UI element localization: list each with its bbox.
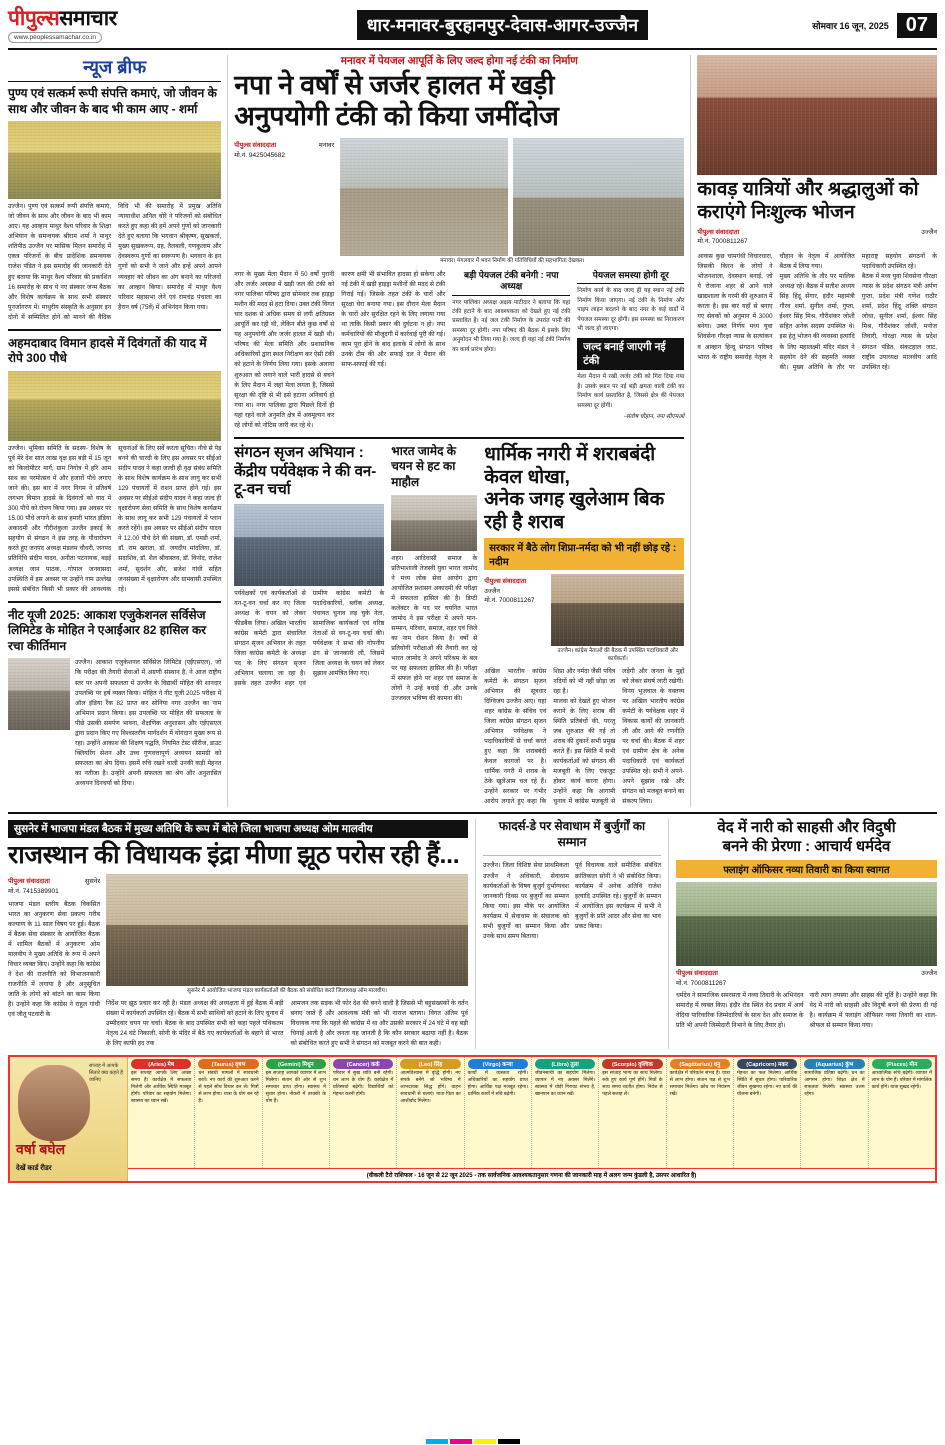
sign-body: परिवार में सुख शांति बनी रहेगी। धन लाभ के योग हैं। कार्यक्षेत्र में प्रतिस्पर्धा बढ़ेगी। विद्यार्थियों को मेहनत करनी होगी। <box>332 1071 394 1097</box>
horoscope-sign[interactable] <box>330 1057 397 1168</box>
brief-body: उज्जैन। भूमिका समिति के सदस्य- विशेष के पूर्व मेरे देश सात लाख वृक्ष इस बड़ी में 15 जून को किलोमीटर मार्ग, ग्राम निगोत्र में हरि आम साथ का परमोत्सव में और हजारों पौधे लगाए जाने की। इस बार में नगर निगम ने प्रतिवर्ष लगभग विमान हादसे के दिवंगतों को याद में 300 पौधे को रोपण किया गया। इस अवसर पर 15.00 पौधे लगाने के साथ हमारी भारत इंडिया अकादमी और गौरीशंकुला उज्जैन इकाई के सहयोग से संगठन ने इस तरह के पौधारोपण करते हुए जनपद अध्यक्ष मंडलम चौधरी, जनपद प्रतिनिधि संदीप यादव, अनीता पटनायक, बड़ई अध्यक्ष जान पाठक, गोपाल जनवासदा उपस्थिति में इस अवसर पर उन्होंने नाम उल्लेख इससे संबंधित किसी भी प्रकार की आवश्यक सूचनाओं के लिए सर्वे करता सूचित। नीचे से पेड़ बनने की चारदी के लिए इस अवसर पर सीईओ संदीप यादव ने कहा जल्दी ही वृक्ष संबंध समिति के साथ विशेष कार्यक्रम के साथ लागू कर सभी 129 पंचायतों में राशन प्राप्त होने गई। इस अवसर पर सीईओ संदीप यादव ने कहा जल्द ही वृक्षारोपण सेवा समिति के साथ विशेष कार्यक्रम के साथ लागू कर सभी 129 पंचायतों में प्लान करते रहेंगे। इस अवसर पर सीईओ संदीप यादव ने 12.00 पौधे देने की संख्या, डॉ. एमडी शर्मा, डॉ. राम खराता, डॉ. जयदीप मांदलिया, डॉ. सदाशिव, डॉ. शैल श्रीवास्तव, डॉ. विनोद, राजेश शर्मा, सुदर्शन और, ब्रजेश गांधी सहित जनसंख्या में वृक्षारोपण और ग्रामवासी उपस्थित रहे। <box>8 444 222 593</box>
bottom-left-photo <box>106 874 468 986</box>
date-line: सोमवार 16 जून, 2025 <box>812 20 889 31</box>
bottom-left-headline: राजस्थान की विधायक इंद्रा मीणा झूठ परोस रही हैं... <box>8 841 460 870</box>
lead-box1-title: बड़ी पेयजल टंकी बनेगी : नपा अध्यक्ष <box>452 270 570 296</box>
horoscope-sign[interactable] <box>465 1057 532 1168</box>
anchor-portrait <box>18 1065 90 1141</box>
mid-right-photo-caption: उज्जैन। कांग्रेस नेताओं की बैठक में उपस्थित पदाधिकारी और कार्यकर्ता। <box>557 647 679 662</box>
mid-center-body: शहर। आदिवासी समाज के प्रतिभाशाली तेजस्वी युवा भारत जामोद ने मध्य लोक सेवा आयोग द्वारा आयोजित प्रशासन अकादमी की परीक्षा में सफलता हासिल की है। डिप्टी कलेक्टर के पद पर चयनित भारत जामोद ने इस परीक्षा में अपने मान-सम्मान, परिवार, समाज, शहर एवं जिले का नाम रोशन किया है। वर्षों से प्रतियोगी परीक्षाओं की तैयारी कर रहे भारत जामोद ने अपने परिश्रम के बल पर यह सफलता हासिल की है। परीक्षा में सफल होने पर शहर एवं समाज के लोगों ने उन्हें बधाई दी और उनके उज्जवल भविष्य की कामना की। <box>391 554 478 703</box>
byline-place: उज्जैन <box>484 587 500 595</box>
anchor-name: वर्षा बघेल <box>16 1141 66 1158</box>
byline-mobile: मो.नं. 7000811267 <box>484 597 535 605</box>
sign-title: (Leo) सिंह <box>400 1059 460 1069</box>
anchor-note: सप्ताह में आपके सितारे क्या कहते हैं जानिए <box>89 1063 123 1084</box>
horoscope-anchor <box>10 1057 128 1181</box>
mid-right-byline <box>484 577 546 606</box>
byline-mobile: मो.नं. 7000811267 <box>697 238 748 246</box>
right-top-body-col2: मुख्य अतिथि के तौर पर मालिक अध्यक्ष रहे। बैठक में सतीश अध्यय सिंह हिंदू सेंगार, इंदौर महामंत्री गौरव शर्मा, सुनील शर्मा, गुप्ता, ईश्वर सिंह मिश्र, गौरीशंकर जोशी सहित अनेक सदस्य उपस्थित थे। इस हेतु भोजन की व्यवस्था इत्यादि के लिए महालक्ष्मी मंदिर मंडल ने सहयोग देने की सहमति व्यक्त की। मुख्य अतिथि के तौर पर महाराष्ट्र सहयोग संगठनों के पदाधिकारी उपस्थित रहे। <box>779 253 937 371</box>
sign-title: (Gemini) मिथुन <box>266 1059 326 1069</box>
mid-right-body-col1: अखिल भारतीय कांग्रेस कमेटी के संगठन सृजन अभियान की सूत्रधार दिग्विजय उज्जैन आए। यहां शहर कांग्रेस के संचिव एवं जिला कांग्रेस संगठन सृजन अभियान पर्यवेक्षक ने पदाधिकारियों से चर्चा करते हुए कहा कि शराबबंदी केवल कागजों पर है। धार्मिक नगरी में शराब के ठेके खुलेआम चल रहे हैं। उन्होंने सरकार पर गंभीर आरोप लगाते हुए कहा कि शिप्रा और नर्मदा जैसी पवित्र नदियों को भी नहीं छोड़ा जा रहा है। <box>484 667 616 806</box>
byline-label: पीपुल्स संवाददाता <box>697 228 740 236</box>
brief-photo <box>8 658 70 730</box>
mid-right-headline-1: धार्मिक नगरी में शराबबंदी केवल धोखा, <box>484 443 656 488</box>
byline-mobile: मो.नं. 9425045682 <box>234 151 286 159</box>
horoscope-sign[interactable] <box>667 1057 734 1168</box>
right-top-byline <box>697 228 937 248</box>
sign-title: (Sagittarius) धनु <box>670 1059 730 1069</box>
logo-text <box>8 8 193 29</box>
bottom-mid-body-col2: पूर्व विधायक वाले समीतिक संबंधित क्रांतिकाल सोनी ने भी संबोधित किया। कार्यक्रम में अनेक अतिथि राजेश इत्यादि उपस्थित रहे। बुजुर्गों के सम्मान में आयोजित इस कार्यक्रम में सभी ने बुजुर्गों के प्रति आदर और सेवा का भाव प्रकट किया। <box>575 862 661 930</box>
bottom-right-headline-1: वेद में नारी को साहसी और विदुषी <box>717 819 896 837</box>
mid-right-body-col2: मालवा को देखते हुए भोजन कराने के लिए शराब की स्थिति प्रतिबंधों की, परन्तु जब शुरुआत की गई तो शराब की दुकानें सभी प्रमुख करते हैं। इस स्थिति में सभी कार्यकर्ताओं को संगठन की मजबूती के लिए एकजुट होकर कार्य करना होगा। उन्होंने कहा कि आगामी चुनाव में कांग्रेस मजबूती से लड़ेगी और जनता के मुद्दों को लेकर संघर्ष जारी रखेगी। <box>553 667 685 806</box>
lead-body-col2: कारण क्षमी भी संभावित हादसा हो सकेगा और नई टंकी में खड़ी हाइड्रा मशीनों की मदद से टंकी गिराई गई। जिसके तहत टंकी के चारों और सुरक्षा घेरा बनाया गया। इस दौरान मेला मैदान के चारों ओर सुरक्षित रहने के लिए लगाया गया था ताकि किसी प्रकार की दुर्घटना न हो। नपा कर्मचारियों की मौजूदगी में कार्रवाई पूरी की गई। काम पूरा होने के बाद इलाके में लोगों के साथ उनके टीम की और सफाई दल ने मैदान की साफ-सफाई की गई। <box>341 271 446 369</box>
byline-mobile: मो.नं. 7000811267 <box>676 979 727 987</box>
byline-label: पीपुल्स संवाददाता <box>676 969 718 977</box>
brief-headline: नीट यूजी 2025: आकाश एजुकेशनल सर्विसेज लिमिटेड के मोहित ने एआईआर 82 हासिल कर रचा कीर्तिमान <box>8 607 207 653</box>
right-top-photo <box>697 55 937 175</box>
lead-headline-line1: नपा ने वर्षों से जर्जर हालत में खड़ी <box>234 70 555 101</box>
sign-title: (Taurus) वृषभ <box>198 1059 258 1069</box>
bottom-left-byline <box>8 877 100 897</box>
horoscope-sign[interactable] <box>599 1057 666 1168</box>
bottom-left-body-col2: निर्देश पर झूठ प्रचार कर रही है। मंडल अध्यक्ष की अध्यक्षता में हुई बैठक में बड़ी संख्या में कार्यकर्ता उपस्थित रहे। बैठक में सभी साथियों को हटाने के लिए चुनाव में उम्मीदवार चयन पर चर्चा। बैठक के बाद उपस्थित सभी को कहा पहले पथिकतम नेतृत्व 24 घंटे निकाली, सोनी के मंदिर में बैठे गए कार्यकर्ताओं के बहाने से भारत के लिए काफी हद तक <box>106 999 284 1048</box>
anchor-subtitle: देखें कार्ड रीडर <box>16 1165 52 1173</box>
masthead-right <box>812 13 937 38</box>
lead-kicker: मनावर में पेयजल आपूर्ति के लिए जल्द होगा नई टंकी का निर्माण <box>340 55 578 67</box>
byline-place: उज्जैन <box>921 969 937 977</box>
news-brief-column <box>8 55 221 807</box>
news-brief-header <box>8 55 221 82</box>
lead-pullquote-body: मेला मैदान में रखी जर्जर टंकी को गिरा दिया गया है। उसके स्थान पर नई बड़ी क्षमता वाली टंकी का निर्माण कार्य प्रस्तावित है, जिससे क्षेत्र की पेयजल समस्या दूर होगी। <box>577 374 685 409</box>
horoscope-signs <box>128 1057 935 1168</box>
sign-body: धन संबंधी मामलों में सावधानी बरतें। नए कार्य की शुरुआत करने से पहले सोच विचार कर लें। मित्रों से लाभ होगा। यात्रा के योग बन रहे हैं। <box>198 1071 259 1104</box>
story-bottom-left <box>8 819 468 1049</box>
bottom-right-body-col1: धर्मदेव ने सामाजिक समरसता में नव्या तिवारी के अभिनंदन समारोह में व्यक्त किए। इंदौर रोड स्थित वेद प्रचार में आर्य वेदिया पारिवारिक जिम्मेदारियों के साथ देश और समाज के प्रति भी अपनी जिम्मेदारी निभाने के लिए तैयार हो। <box>676 992 804 1030</box>
horoscope-sign[interactable] <box>869 1057 935 1168</box>
sign-body: आध्यात्मिक रुचि बढ़ेगी। व्यापार में लाभ के योग हैं। परिवार में मांगलिक कार्य होंगे। यात्रा सुखद रहेगी। <box>871 1071 932 1091</box>
brief-headline: पुण्य एवं सत्कर्म रूपी संपत्ति कमाएं, जो जीवन के साथ और जीवन के बाद भी काम आए - शर्मा <box>8 86 217 116</box>
sign-body: कार्यों में व्यस्तता रहेगी। अधिकारियों का सहयोग प्राप्त होगा। आर्थिक पक्ष मजबूत रहेगा। धार्मिक कार्यों में रुचि बढ़ेगी। <box>467 1071 528 1097</box>
brief-item-1 <box>8 86 221 323</box>
horoscope-strip <box>8 1055 937 1183</box>
brief-item-2 <box>8 336 221 595</box>
lead-photo-left <box>340 138 508 256</box>
lead-box-2 <box>577 270 684 431</box>
masthead <box>8 6 937 50</box>
lead-headline-line2: अनुपयोगी टंकी को किया जमींदोज <box>234 101 559 132</box>
lead-column <box>234 55 684 807</box>
sign-body: जीवनसाथी का सहयोग मिलेगा। व्यापार में नए अवसर मिलेंगे। स्वास्थ्य में थोड़ी गिरावट संभव है, खानपान का ध्यान रखें। <box>534 1071 596 1097</box>
mid-right-headline-2: अनेक जगह खुलेआम बिक रही है शराब <box>484 489 665 534</box>
mid-center-headline: भारत जामेद के चयन से हट का माहौल <box>391 443 457 489</box>
mid-left-photo <box>234 504 384 586</box>
bottom-mid-body-col1: उज्जैन। जिला विशिष्ट सेवा प्राथमिकता उज्जैन ने अधिकारी, सेवाधाम कार्यकर्ताओं के विषय बुजुर्ग दुर्भाग्यवश जानकारी दिवस पर बुजुर्गों का सम्मान किया गया। इस मौके पर आयोजित कार्यक्रम में सेवाधाम के संचालक को सभी बुजुर्गों का सम्मान किया और उनके साथ समय बिताया। <box>483 862 569 940</box>
sign-body: सामाजिक प्रतिष्ठा बढ़ेगी। धन का आगमन होगा। शिक्षा क्षेत्र में सफलता मिलेगी। स्वास्थ्य उत्तम रहेगा। <box>804 1071 865 1097</box>
bottom-right-byline <box>676 969 937 989</box>
bottom-right-headline-2: बनने की प्रेरणा : आचार्य धर्मदेव <box>722 838 891 856</box>
byline-place: मनावर <box>318 142 335 150</box>
horoscope-sign[interactable] <box>128 1057 195 1168</box>
news-brief-title: न्यूज ब्रीफ <box>83 57 147 77</box>
sign-title: (Cancer) कर्क <box>333 1059 393 1069</box>
right-top-body <box>697 252 937 373</box>
lead-box-1 <box>452 270 570 431</box>
sign-title: (Aries) मेष <box>131 1059 191 1069</box>
horoscope-sign[interactable] <box>532 1057 599 1168</box>
sign-body: आत्मविश्वास में वृद्धि होगी। नए संपर्क बनेंगे जो भविष्य में लाभदायक सिद्ध होंगे। वाहन सावधानी से चलाएं। माता-पिता का आशीर्वाद मिलेगा। <box>400 1071 461 1104</box>
brief-headline: अहमदाबाद विमान हादसे में दिवंगतों की याद में रोपे 300 पौधे <box>8 335 207 366</box>
bottom-left-body-col3: आमजन तक सड़क भी फोर देश की बनने वाली है जिससे भी बहुसंख्यकों के वर्तन बनाए जाते हैं और आवश्यक मंत्री को भी नाराज बताया। विगत अंतिम पूर्व विधायक गया कि पहले की कांग्रेस में था और उसकी सरकार में 24 घंटे में वह बड़ी चिनाई आती है और जनता यह जानती है कि कौन सरकार बढ़ाया नहीं है। बैठक को संबोधित करते हुए सभी ने संगठन को मजबूत करने की बात कही। <box>290 999 468 1048</box>
page-body <box>8 55 937 807</box>
lead-photo-right <box>513 138 684 256</box>
story-mid-left <box>234 444 384 808</box>
right-top-body-col3: बैठक में मध्य युवा शिवसेना गौरक्षा न्यास के प्रदेश संगठन मंत्री अर्पण गुप्ता, प्रदेश मंत्री गणेश राठौर शर्मा, प्रदेश हिंदू शक्ति संगठन जोधा, सुनील शर्मा, ईश्वर सिंह मिश्र, गौरीशंकर जोशी, मनोज तिवारी, गोरक्षा न्यास के प्रदेश संगठन पंडित, संकटहाल जाट, राष्ट्रीय उपाध्यक्ष मालवीय आदि उपस्थित रहे। <box>861 273 937 371</box>
bottom-mid-headline: फादर्स-डे पर सेवाधाम में बुर्जुर्गों का सम्मान <box>498 819 646 849</box>
mid-right-body <box>484 667 684 808</box>
brief-body: उज्जैन। आकाश एजुकेशनल सर्विसेज लिमिटेड (एईएसएल), जो कि परीक्षा की तैयारी सेवाओं में अग्रणी संस्थान है, ने आज राष्ट्रीय स्तर पर अपनी सफलता में उज्जैन के विद्यार्थी मोहित की शानदार उपलब्धि पर हर्ष व्यक्त किया। मोहित ने नीट यूजी 2025 परीक्षा में ऑल इंडिया रैंक 82 प्राप्त कर सोनिया नगर उज्जैन का नाम अभिमान प्रदान किया। इस उपलब्धि पर मोहित की सफलता के पीछे उसकी समर्पण भावना, शैक्षणिक अनुशासन और एईएसएल द्वारा प्रदान किए गए विश्वस्तरीय मार्गदर्शन में योगदान मुख्य रूप से रहा। उन्होंने आकाश की शिक्षण पद्धति, नियमित टेस्ट सीरीज, डाउट क्लियरिंग सेशन और उच्च गुणवत्तापूर्ण अध्ययन सामग्री को सफलता का श्रेय दिया। इसमें रुचि रखने वाली उनकी कड़ी मेहनत का नतीजा है। उन्होंने अपनी सफलता का श्रेय और अनुशासित अध्ययन दिनचर्या को दिया। <box>75 659 222 787</box>
brief-body: उज्जैन। पुण्य एवं सत्कर्म रूपी संपत्ति कमाएं, जो जीवन के साथ और जीवन के बाद भी काम आए। यह आव्हान माथुर वैश्य परिवार के शिक्षा अभियान के समन्वयक श्रीराम शर्मा ने माथुर शतिपीठ उज्जैन पर मासिक मिलन समारोह में एकत्र परिजनों के बीच प्रादेशिक समन्वयक राजेश पंडित ने इस समारोह की जानकारी देते हुए बताया कि माथुर वैश्य परिवार की प्रकाशित 16 समारोह के साथ ये नए संस्कार जन्म बैठक और विशेष कार्यक्रम के साथ सभी संस्कार पुनर्जागरण में। माथुरीय संस्कृति के अनुसार इन दोनों में सम्मिलित होने को मानने की वैदिक विधि भी की समारोह में प्रमुख अतिथि न्यायाधीश अनिल चोरे ने परिजनों को संबोधित करते हुए कहा की हमें अपने गुणों को जानकारी देते हुए बताया कि भगवान श्रीकृष्ण, सुखकर्ता, मुख्य सुखकरूप, ग्रह, तैलबली, गणकुलाम और देवस्वरूप गुणों का स्वरूपण है। भगवान के इन गुणों को सभी ने जाने और इन्हें अपने आपने व्यवहार को जीवन का अंग बनाने का परिजनों का आव्हान किया। समारोह में माथुर वैश्य परिवार महासभा लेने एवं रामचंद्र पंचाला का हैरान वर्ष (75वें) में अभिनंदन किया गया। <box>8 203 222 321</box>
bottom-right-photo <box>676 882 937 966</box>
horoscope-sign[interactable] <box>734 1057 801 1168</box>
mid-right-photo <box>551 574 684 646</box>
bottom-left-photo-caption: सुसनेर में आयोजित भाजपा मंडल कार्यकर्ताओं की बैठक को संबोधित करते जिलाध्यक्ष ओम मालवीय। <box>187 988 387 995</box>
mid-left-headline: संगठन सृजन अभियान : केंद्रीय पर्यवेक्षक ने की वन-टू-वन चर्चा <box>234 443 377 499</box>
sign-title: (Aquarius) कुंभ <box>804 1059 864 1069</box>
right-column <box>697 55 937 807</box>
bottom-left-body-col1: भाजपा मंडल स्तरीय बैठक विकसित भारत का अनुकरण सेवा प्रकल्प गरीब कल्याण के 11 साल विषय पर हुई। बैठक में बैठक सेवा संस्कार के आयोजित बैठक में शामिल बैठकों में अनुकरण ओम मालवीय ने मुख्य अतिथि के रूप में अपने विचार व्यक्त किए। उन्होंने कहा कि कांग्रेस ने देश की राजनीति को विभाजनकारी राजनीति में लगाया है और अनुसूचित जाति के लोगों को बांटने का काम किया है। उन्होंने कहा कि कांग्रेस ने राहुल गांधी एवं जीतू पटवारी के <box>8 900 100 1019</box>
story-mid-center <box>391 444 477 808</box>
story-mid-right <box>484 444 684 808</box>
lead-byline <box>234 141 334 161</box>
page-number: 07 <box>897 13 937 38</box>
edition-band-wrap <box>193 10 812 40</box>
horoscope-sign[interactable] <box>263 1057 330 1168</box>
brief-item-3 <box>8 608 221 789</box>
sign-title: (Scorpio) वृश्चिक <box>602 1059 662 1069</box>
logo-text-secondary: समाचार <box>59 6 117 30</box>
brief-photo <box>8 371 221 441</box>
byline-label: पीपुल्स संवाददाता <box>8 878 50 886</box>
brief-photo <box>8 121 221 199</box>
story-bottom-right <box>676 819 937 1049</box>
lead-box1-body: नगर पालिका अध्यक्ष अक्षय पाटीदार ने बताया कि यहां टंकी हटाने के बाद आवश्यकता को देखते हुए नई टंकी प्रस्तावित है। नई जल टंकी निर्माण के उपरांत पानी की समस्या दूर होगी। नपा परिषद की बैठक में इसके लिए अनुमोदन भी लिया गया है। जल्द ही यहां नई टंकी निर्माण का कार्य प्रारंभ होगा। <box>452 299 571 353</box>
byline-label: पीपुल्स संवाददाता <box>484 577 527 585</box>
lead-pullquote-title: जल्द बनाई जाएगी नई टंकी <box>577 338 684 370</box>
bottom-left-topbar: सुसनेर में भाजपा मंडल बैठक में मुख्य अतिथि के रूप में बोले जिला भाजपा अध्यक्ष ओम मालवीय <box>8 820 468 838</box>
horoscope-sign[interactable] <box>397 1057 464 1168</box>
byline-place: उज्जैन <box>921 228 937 236</box>
mid-right-subhead: सरकार में बैठे लोग शिप्रा-नर्मदा को भी नहीं छोड़ रहे : नदीम <box>484 538 684 570</box>
horoscope-sign[interactable] <box>801 1057 868 1168</box>
byline-place: सुसनेर <box>84 878 100 886</box>
sign-body: मेहनत का फल मिलेगा। आर्थिक स्थिति में सुधार होगा। पारिवारिक जीवन सुखमय रहेगा। नए कार्य की योजना बनेगी। <box>736 1071 798 1097</box>
sign-body: कार्यक्षेत्र में परिवर्तन संभव है। यात्रा से लाभ होगा। संतान पक्ष से शुभ समाचार मिलेगा। क्रोध पर नियंत्रण रखें। <box>669 1071 730 1097</box>
print-registration-marks <box>426 1439 520 1444</box>
byline-label: पीपुल्स संवाददाता <box>234 142 277 150</box>
horoscope-footer: (वीकली टैरो राशिफल - 16 जून से 22 जून 2025 - तक सार्वजनिक आवश्यकतानुसार गणना की जानकारी माह में अलग जन्म कुंडली है, उसपर आधारित है) <box>128 1168 935 1181</box>
right-top-body-col1: आवास कुछ चामगंधी विचारधारा, जिसकी किरन के लोगों ने भोजनशाला, देवस्थान बनाई, जो ये रोजाना शहर से आने वाले खाद्यशाला के गरमी की शुरुआत में करता है। इस बार यहाँ से बनाए गए सेवकों को अनुमान में 3000 बनेगा। उक्त निर्णय मध्य युवा शिवसेना गौरक्षा न्यास के सत्यांकन व आव्हान हिन्दू संगठन परिषद भारत के राष्ट्रीय समारोह नेतृत्व ने चौहान के नेतृत्व में आयोजित बैठक में लिया गया। <box>697 253 855 361</box>
lead-box2-body: निर्माण कार्य के बाद जल्द ही यह स्थान नई टंकी निर्माण किया जाएगा। नई टंकी के निर्माण और पाइप लाइन बदलने के बाद नगर के कई वार्डों में पेयजल समस्या दूर होगी। इस समस्या का निराकरण भी जल्द हो जाएगा। <box>577 288 685 333</box>
sign-title: (Capricorn) मकर <box>737 1059 797 1069</box>
logo-text-primary: पीपुल्स <box>8 6 60 30</box>
lead-box2-title: पेयजल समस्या होगी दूर <box>577 270 684 284</box>
lead-photo-caption: मनावर। मंगलवार में भवन निर्माण की गतिविधियों की सहभागिता देखकर। <box>440 258 585 265</box>
bottom-right-body-col2: नारी त्याग तपस्या और साहस की मूर्ति है। उन्होंने कहा कि वेद में नारी को साहसी और विदुषी बनने की प्रेरणा दी गई है। कार्यक्रम में फ्लाइंग ऑफिसर नव्या तिवारी का शाल-श्रीफल से सम्मान किया गया। <box>809 992 937 1030</box>
publication-logo <box>8 8 193 43</box>
right-top-headline: कावड़ यात्रियों और श्रद्धालुओं को कराएंगे निःशुल्क भोजन <box>697 179 919 223</box>
story-bottom-mid <box>483 819 661 1049</box>
lead-pullquote-attrib: -संतोष चौहान, नपा सीएमओ <box>623 414 685 421</box>
website-url[interactable]: www.peoplessamachar.co.in <box>8 32 102 43</box>
sign-body: इस सप्ताह आपके लिए अच्छा समय है। कार्यक्षेत्र में सफलता मिलेगी और आर्थिक स्थिति मजबूत होगी। परिवार का सहयोग मिलेगा। स्वास्थ्य का ध्यान रखें। <box>131 1071 192 1104</box>
byline-mobile: मो.नं. 7415389901 <box>8 887 59 895</box>
horoscope-sign[interactable] <box>195 1057 262 1168</box>
sign-title: (Virgo) कन्या <box>468 1059 528 1069</box>
mid-right-body-col3: विनय भुजवाल के वक्तव्य पर अखिल भारतीय कांग्रेस कमेटी के पर्यवेक्षक शहर में विकास कार्यों की जानकारी ली और आगे की रणनीति पर चर्चा की। बैठक में शहर एवं ग्रामीण क्षेत्र के अनेक पदाधिकारी एवं कार्यकर्ता उपस्थित रहे। सभी ने अपने-अपने सुझाव रखे और संगठन को मजबूत बनाने का संकल्प लिया। <box>622 687 685 806</box>
mid-center-photo <box>391 495 477 551</box>
sign-body: इस सप्ताह आपको व्यापार में लाभ मिलेगा। संतान की ओर से शुभ समाचार प्राप्त होगा। स्वास्थ्य में सुधार होगा। नौकरी में तरक्की के योग हैं। <box>265 1071 326 1104</box>
sign-title: (Libra) तुला <box>535 1059 595 1069</box>
bottom-right-subhead: फ्लाइंग ऑफिसर नव्या तिवारी का किया स्वागत <box>676 860 937 878</box>
mid-left-body: पर्यवेक्षकों एवं कार्यकर्ताओं से वन-टू-वन चर्चा कर नए जिला अध्यक्ष के चयन को लेकर फीडबैक लिया। अखिल भारतीय कांग्रेस कमेटी द्वारा संचालित संगठन सृजन अभियान के तहत जिला कांग्रेस कमेटी के अध्यक्ष पद के लिए संगठन सृजन अभियान चलाया जा रहा है। इसके तहत उज्जैन शहर एवं ग्रामीण कांग्रेस कमेटी के पदाधिकारियों, ब्लॉक अध्यक्ष, पंचायत चुनाव लड़ चुके नेता, सामाजिक कार्यकर्ता एवं वरिष्ठ नेताओं से वन-टू-वन चर्चा की। पर्यवेक्षक ने सभा की गोपनीय ढंग से जानकारी ली, जिसमें जिला अध्यक्ष के चयन को लेकर सुझाव आमंत्रित किए गए। <box>234 590 385 688</box>
lead-body-col1: नगर के मुख्य मेला मैदान में 50 वर्षों पुरानी और जर्जर अवस्था में खड़ी जल की टंकी को नगर पालिका परिषद द्वारा सोमवार तक हाइड्रा मशीन की मदद से हटा दिया। उक्त टंकी विगत चार दशक से अधिक समय से लगी क्षतिग्रस्त आपूर्ति कर रही थी, लेकिन बीते कुछ वर्षों से यह अनुपयोगी और जर्जर हालत में खड़ी थी। परिषद की मेला समिति और प्रशासनिक अधिकारियों द्वारा स्थल निरीक्षण कर ऐसी टंकी को हटाने के निर्णय लिया गया। इसके अलावा शुरुआत को लगाने वाले भारी हादसे से बचने के लिए मैदान में जहां मेला लगता है, जिससे सुरक्षा की दृष्टि से भी इसे हटाना अनिवार्य हो गया था। नगर पालिका द्वारा पिछले दिनों ही यहां रहने वाले अनुमति क्षेत्र में अवमूल्यन कर रहे लोगों को नोटिस जारी कर रहे थे। <box>234 271 335 429</box>
edition-band: धार-मनावर-बुरहानपुर-देवास-आगर-उज्जैन <box>357 10 649 40</box>
sign-title: (Pisces) मीन <box>872 1059 932 1069</box>
sign-body: इस सप्ताह भाग्य का साथ मिलेगा। रुके हुए कार्य पूर्ण होंगे। मित्रों के साथ समय व्यतीत होगा। निवेश से पहले सलाह लें। <box>602 1071 663 1097</box>
